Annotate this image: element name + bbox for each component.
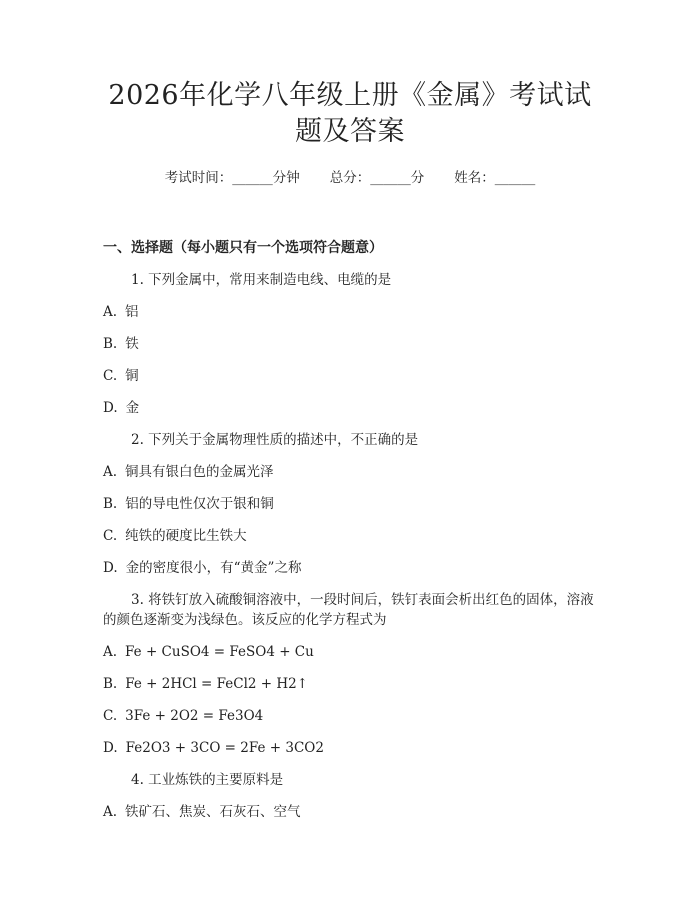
option-text: Fe + 2HCl = FeCl2 + H2↑	[125, 676, 309, 692]
student-name: 姓名：______	[454, 170, 536, 186]
question-3-option-b	[103, 674, 597, 694]
option-letter: A.	[103, 464, 118, 480]
option-letter: A.	[103, 304, 118, 320]
question-1-option-c	[103, 366, 597, 386]
question-4: 4. 工业炼铁的主要原料是	[131, 772, 284, 788]
option-letter: C.	[103, 528, 118, 544]
question-2-option-c	[103, 526, 597, 546]
option-letter: B.	[103, 496, 118, 512]
option-letter: A.	[103, 644, 118, 660]
option-letter: D.	[103, 740, 118, 756]
option-text: Fe2O3 + 3CO = 2Fe + 3CO2	[125, 740, 324, 756]
option-text: Fe + CuSO4 = FeSO4 + Cu	[125, 644, 314, 660]
option-letter: B.	[103, 336, 118, 352]
question-3-option-a	[103, 642, 597, 662]
option-letter: A.	[103, 804, 118, 820]
question-3: 3. 将铁钉放入硫酸铜溶液中，一段时间后，铁钉表面会析出红色的固体，溶液的颜色逐渐变为浅绿色。该反应的化学方程式为	[103, 592, 594, 628]
question-1-option-d	[103, 398, 597, 418]
question-4-option-a	[103, 802, 597, 822]
option-text: 铝的导电性仅次于银和铜	[125, 496, 274, 512]
question-2-option-a	[103, 462, 597, 482]
option-text: 纯铁的硬度比生铁大	[125, 528, 247, 544]
question-3-option-d	[103, 738, 597, 758]
question-3-option-c	[103, 706, 597, 726]
option-letter: D.	[103, 560, 118, 576]
question-1-option-b	[103, 334, 597, 354]
option-letter: B.	[103, 676, 118, 692]
exam-meta	[103, 168, 597, 188]
section-heading: 一、选择题（每小题只有一个选项符合题意）	[103, 240, 383, 256]
option-letter: C.	[103, 368, 118, 384]
question-2: 2. 下列关于金属物理性质的描述中，不正确的是	[131, 432, 419, 448]
option-letter: C.	[103, 708, 118, 724]
option-text: 金的密度很小，有“黄金”之称	[125, 560, 302, 576]
option-text: 3Fe + 2O2 = Fe3O4	[125, 708, 264, 724]
option-text: 铜	[125, 368, 139, 384]
page-title: 2026年化学八年级上册《金属》考试试题及答案	[108, 80, 592, 147]
question-2-option-d	[103, 558, 597, 578]
option-text: 铜具有银白色的金属光泽	[125, 464, 274, 480]
question-1-option-a	[103, 302, 597, 322]
option-text: 金	[125, 400, 140, 416]
option-text: 铁	[125, 336, 139, 352]
option-letter: D.	[103, 400, 118, 416]
exam-total-score: 总分：______分	[329, 170, 425, 186]
question-1: 1. 下列金属中，常用来制造电线、电缆的是	[131, 272, 392, 288]
exam-time: 考试时间：______分钟	[164, 170, 300, 186]
question-2-option-b	[103, 494, 597, 514]
option-text: 铁矿石、焦炭、石灰石、空气	[125, 804, 301, 820]
option-text: 铝	[125, 304, 139, 320]
